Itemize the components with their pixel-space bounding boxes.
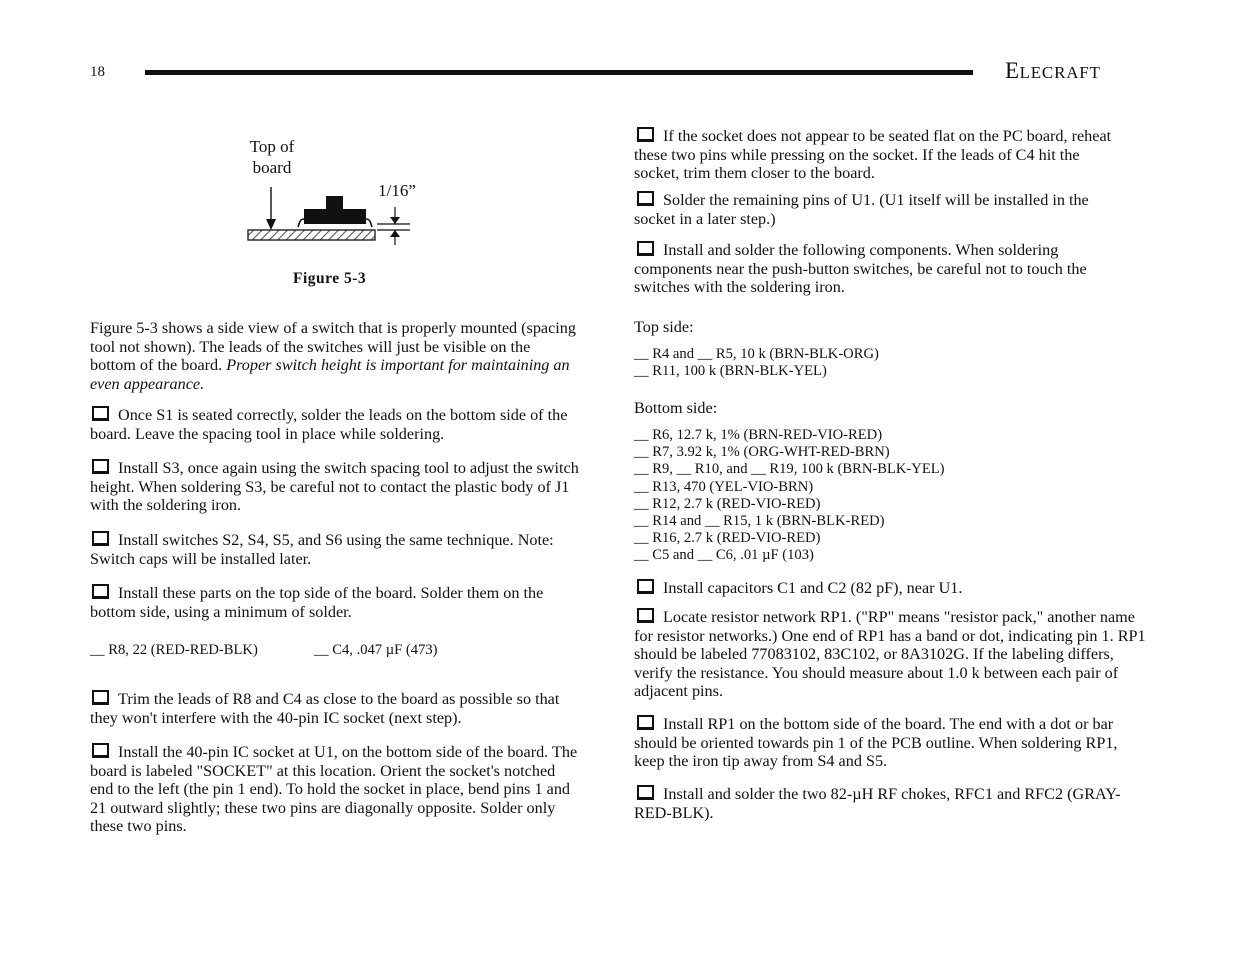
top-side-list (634, 346, 1134, 380)
list-item: __ R16, 2.7 k (RED-VIO-RED) (634, 530, 821, 547)
list-item: __ R4 and __ R5, 10 k (BRN-BLK-ORG) (634, 346, 879, 362)
checkbox-step-install-rp1[interactable] (637, 715, 654, 730)
step-trim (90, 690, 580, 727)
step-install-rp1-text: Install RP1 on the bottom side of the board. The end with a dot or bar should be oriented towards pin 1 of the PCB outline. When soldering RP1, keep the iron tip away from S4 and S5. (634, 715, 1118, 771)
checkbox-step-switches[interactable] (92, 531, 109, 546)
step-locate-rp1-text: Locate resistor network RP1. ("RP" means "resistor pack," another name for resistor networks.) One end of RP1 has a band or dot, indicating pin 1. RP1 should be labeled 77083102, 83C102, or 8A3102G. If the labeling differs, verify the resistance. You should measure about 1.0 k between each pair of adjacent pins. (634, 608, 1146, 701)
step-reheat-text: If the socket does not appear to be seated flat on the PC board, reheat these two pins while pressing on the socket. If the leads of C4 hit the socket, trim them closer to the board. (634, 127, 1112, 183)
step-switches-text: Install switches S2, S4, S5, and S6 using the same technique. Note: Switch caps will be installed later. (90, 531, 554, 568)
pc-board-shape (248, 230, 375, 240)
switch-cap-shape (326, 196, 343, 209)
header-rule (145, 70, 973, 75)
parts-list-item-r8: __ R8, 22 (RED-RED-BLK) (90, 642, 258, 658)
step-rf-chokes-text: Install and solder the two 82-µH RF chokes, RFC1 and RFC2 (GRAY-RED-BLK). (634, 785, 1121, 822)
step-s3 (90, 459, 580, 515)
step-s1-text: Once S1 is seated correctly, solder the leads on the bottom side of the board. Leave the spacing tool in place while soldering. (90, 406, 568, 443)
switch-body-shape (304, 209, 366, 224)
intro-text: Figure 5-3 shows a side view of a switch that is properly mounted (spacing tool not shown). The leads of the switches will just be visible on the bottom of the board. (90, 319, 576, 375)
top-side-label: Top side: (634, 318, 694, 336)
bottom-side-label: Bottom side: (634, 399, 718, 417)
switch-side-view-diagram (240, 175, 420, 250)
checkbox-step-s1[interactable] (92, 406, 109, 421)
figure-top-label-line2: board (252, 158, 292, 177)
step-locate-rp1 (634, 608, 1154, 701)
list-item: __ R11, 100 k (BRN-BLK-YEL) (634, 363, 827, 380)
list-item: __ R13, 470 (YEL-VIO-BRN) (634, 478, 814, 495)
step-s3-text: Install S3, once again using the switch spacing tool to adjust the switch height. When soldering S3, be careful not to contact the plastic body of J1 with the soldering iron. (90, 459, 579, 515)
list-item: __ R6, 12.7 k, 1% (BRN-RED-VIO-RED) (634, 427, 883, 443)
list-item: __ C5 and __ C6, .01 µF (103) (634, 547, 814, 564)
step-capacitors-text: Install capacitors C1 and C2 (82 pF), near U1. (663, 579, 963, 597)
checkbox-step-reheat[interactable] (637, 127, 654, 142)
page-number: 18 (90, 64, 105, 80)
checkbox-step-install-components[interactable] (637, 241, 654, 256)
checkbox-step-socket[interactable] (92, 743, 109, 758)
step-top-parts (90, 584, 580, 621)
step-switches (90, 531, 580, 568)
step-top-parts-text: Install these parts on the top side of the board. Solder them on the bottom side, using a minimum of solder. (90, 584, 544, 621)
bottom-side-list (634, 427, 1134, 565)
list-item: __ R7, 3.92 k, 1% (ORG-WHT-RED-BRN) (634, 444, 890, 461)
list-item: __ R12, 2.7 k (RED-VIO-RED) (634, 495, 821, 512)
checkbox-step-capacitors[interactable] (637, 579, 654, 594)
parts-list-item-c4: __ C4, .047 µF (473) (314, 642, 438, 658)
step-capacitors (634, 579, 1154, 598)
brand-initial: E (1005, 58, 1020, 83)
figure-top-label-line1: Top of (249, 137, 295, 156)
brand-logo (1005, 58, 1101, 84)
step-install-components-text: Install and solder the following components. When soldering components near the push-button switches, be careful not to touch the switches with the soldering iron. (634, 241, 1087, 297)
step-s1 (90, 406, 580, 443)
list-item: __ R14 and __ R15, 1 k (BRN-BLK-RED) (634, 513, 885, 530)
step-solder-u1 (634, 191, 1124, 228)
figure-dimension-label: 1/16” (378, 181, 416, 200)
checkbox-step-top-parts[interactable] (92, 584, 109, 599)
step-install-rp1 (634, 715, 1124, 771)
checkbox-step-locate-rp1[interactable] (637, 608, 654, 623)
step-install-components (634, 241, 1124, 297)
step-socket (90, 743, 580, 836)
list-item: __ R9, __ R10, and __ R19, 100 k (BRN-BLK-YEL) (634, 461, 945, 478)
checkbox-step-s3[interactable] (92, 459, 109, 474)
intro-paragraph (90, 319, 580, 393)
figure-top-label (236, 136, 308, 178)
checkbox-step-solder-u1[interactable] (637, 191, 654, 206)
step-reheat (634, 127, 1124, 183)
step-solder-u1-text: Solder the remaining pins of U1. (U1 itself will be installed in the socket in a later step.) (634, 191, 1089, 228)
checkbox-step-trim[interactable] (92, 690, 109, 705)
brand-rest: LECRAFT (1019, 63, 1101, 82)
step-trim-text: Trim the leads of R8 and C4 as close to the board as possible so that they won't interfere with the 40-pin IC socket (next step). (90, 690, 560, 727)
step-rf-chokes (634, 785, 1124, 822)
checkbox-step-rf-chokes[interactable] (637, 785, 654, 800)
intro-italic-text: Proper switch height is important for maintaining an even appearance. (90, 356, 570, 393)
figure-caption: Figure 5-3 (293, 270, 367, 287)
step-socket-text: Install the 40-pin IC socket at U1, on the bottom side of the board. The board is labeled "SOCKET" at this location. Orient the socket's notched end to the left (the pin 1 end). To hold the socket in place, bend pins 1 and 21 outward slightly; these two pins are diagonally opposite. Solder only these two pins. (90, 743, 578, 836)
left-column (90, 319, 580, 393)
